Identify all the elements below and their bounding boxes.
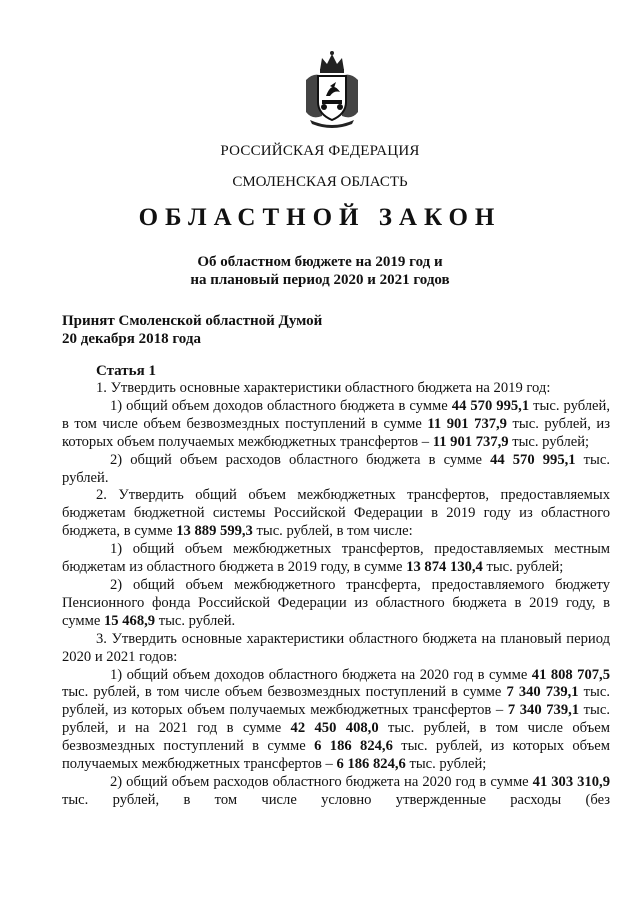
amount-value: 13 874 130,4: [406, 559, 483, 576]
coat-of-arms-icon: [300, 50, 364, 130]
paragraph-3-2: [62, 774, 610, 810]
article-title: Статья 1: [96, 363, 156, 379]
adoption-note: [62, 312, 322, 348]
paragraph-text: 2) общий объем расходов областного бюджета на 2020 год в сумме: [110, 773, 533, 790]
paragraph-text: 1) общий объем межбюджетных трансфертов, предоставляемых местным бюджетам из областного бюджета в 2019 году, в сумме: [62, 541, 610, 576]
amount-value: 44 570 995,1: [451, 397, 530, 414]
paragraph-text: тыс. рублей, из которых объем получаемых межбюджетных трансфертов –: [62, 415, 610, 450]
paragraph-3: [62, 631, 610, 667]
paragraph-text: тыс. рублей, в том числе объем безвозмездных поступлений в сумме: [62, 397, 610, 432]
amount-value: 6 186 824,6: [314, 738, 393, 755]
document-type-title: ОБЛАСТНОЙ ЗАКОН: [138, 204, 502, 231]
adoption-body: Принят Смоленской областной Думой: [62, 313, 323, 329]
paragraph-text: 2) общий объем межбюджетного трансферта, предоставляемого бюджету Пенсионного фонда Российской Федерации из областного бюджета в 2019 году, в сумме: [62, 576, 610, 629]
paragraph-text: тыс. рублей.: [62, 451, 610, 486]
paragraph-2-2: [62, 577, 610, 631]
paragraph-text: тыс. рублей;: [508, 433, 590, 450]
paragraph-2-1: [62, 541, 610, 577]
amount-value: 44 570 995,1: [490, 451, 576, 468]
amount-value: 11 901 737,9: [427, 415, 507, 432]
amount-value: 42 450 408,0: [290, 720, 379, 737]
amount-value: 41 303 310,9: [532, 773, 610, 790]
paragraph-1-2: [62, 452, 610, 488]
amount-value: 41 808 707,5: [531, 666, 610, 683]
paragraph-text: тыс. рублей.: [155, 612, 236, 629]
paragraph-text: тыс. рублей, в том числе условно утвержденные расходы (без: [62, 791, 610, 808]
paragraph-1-1: [62, 398, 610, 452]
paragraph-text: тыс. рублей, из которых объем получаемых межбюджетных трансфертов –: [62, 684, 610, 719]
region-heading: СМОЛЕНСКАЯ ОБЛАСТЬ: [232, 174, 408, 190]
article-body: [62, 380, 610, 810]
law-subject-line-2: на плановый период 2020 и 2021 годов: [190, 272, 450, 288]
paragraph-text: тыс. рублей;: [405, 756, 487, 773]
paragraph-text: тыс. рублей, в том числе объем безвозмездных поступлений в сумме: [62, 684, 507, 701]
paragraph-text: тыс. рублей;: [482, 559, 564, 576]
paragraph-text: тыс. рублей, и на 2021 год в сумме: [62, 702, 610, 737]
law-subject: [0, 253, 640, 289]
paragraph-text: 2. Утвердить общий объем межбюджетных трансфертов, предоставляемых бюджетам бюджетной системы Российской Федерации в 2019 году из областного бюджета, в сумме: [62, 487, 610, 540]
amount-value: 7 340 739,1: [506, 684, 579, 701]
paragraph-text: тыс. рублей, в том числе объем безвозмездных поступлений в сумме: [62, 720, 610, 755]
adoption-date: 20 декабря 2018 года: [62, 331, 201, 347]
law-subject-line-1: Об областном бюджете на 2019 год и: [197, 254, 443, 270]
paragraph-text: 2) общий объем расходов областного бюджета в сумме: [110, 451, 491, 468]
paragraph-3-1: [62, 667, 610, 774]
paragraph-text: тыс. рублей, из которых объем получаемых межбюджетных трансфертов –: [62, 738, 610, 773]
paragraph-text: 1) общий объем доходов областного бюджета на 2020 год в сумме: [110, 666, 532, 683]
amount-value: 15 468,9: [104, 612, 156, 629]
amount-value: 13 889 599,3: [176, 523, 253, 540]
paragraph-text: 3. Утвердить основные характеристики областного бюджета на плановый период 2020 и 2021 годов:: [62, 630, 610, 665]
paragraph-text: тыс. рублей, в том числе:: [252, 523, 413, 540]
paragraph-text: 1) общий объем доходов областного бюджета в сумме: [110, 397, 452, 414]
paragraph-2: [62, 487, 610, 541]
amount-value: 11 901 737,9: [432, 433, 509, 450]
country-heading: РОССИЙСКАЯ ФЕДЕРАЦИЯ: [220, 143, 420, 159]
paragraph-1: [62, 380, 610, 398]
amount-value: 7 340 739,1: [507, 702, 580, 719]
paragraph-text: 1. Утвердить основные характеристики областного бюджета на 2019 год:: [96, 380, 551, 396]
amount-value: 6 186 824,6: [336, 756, 406, 773]
